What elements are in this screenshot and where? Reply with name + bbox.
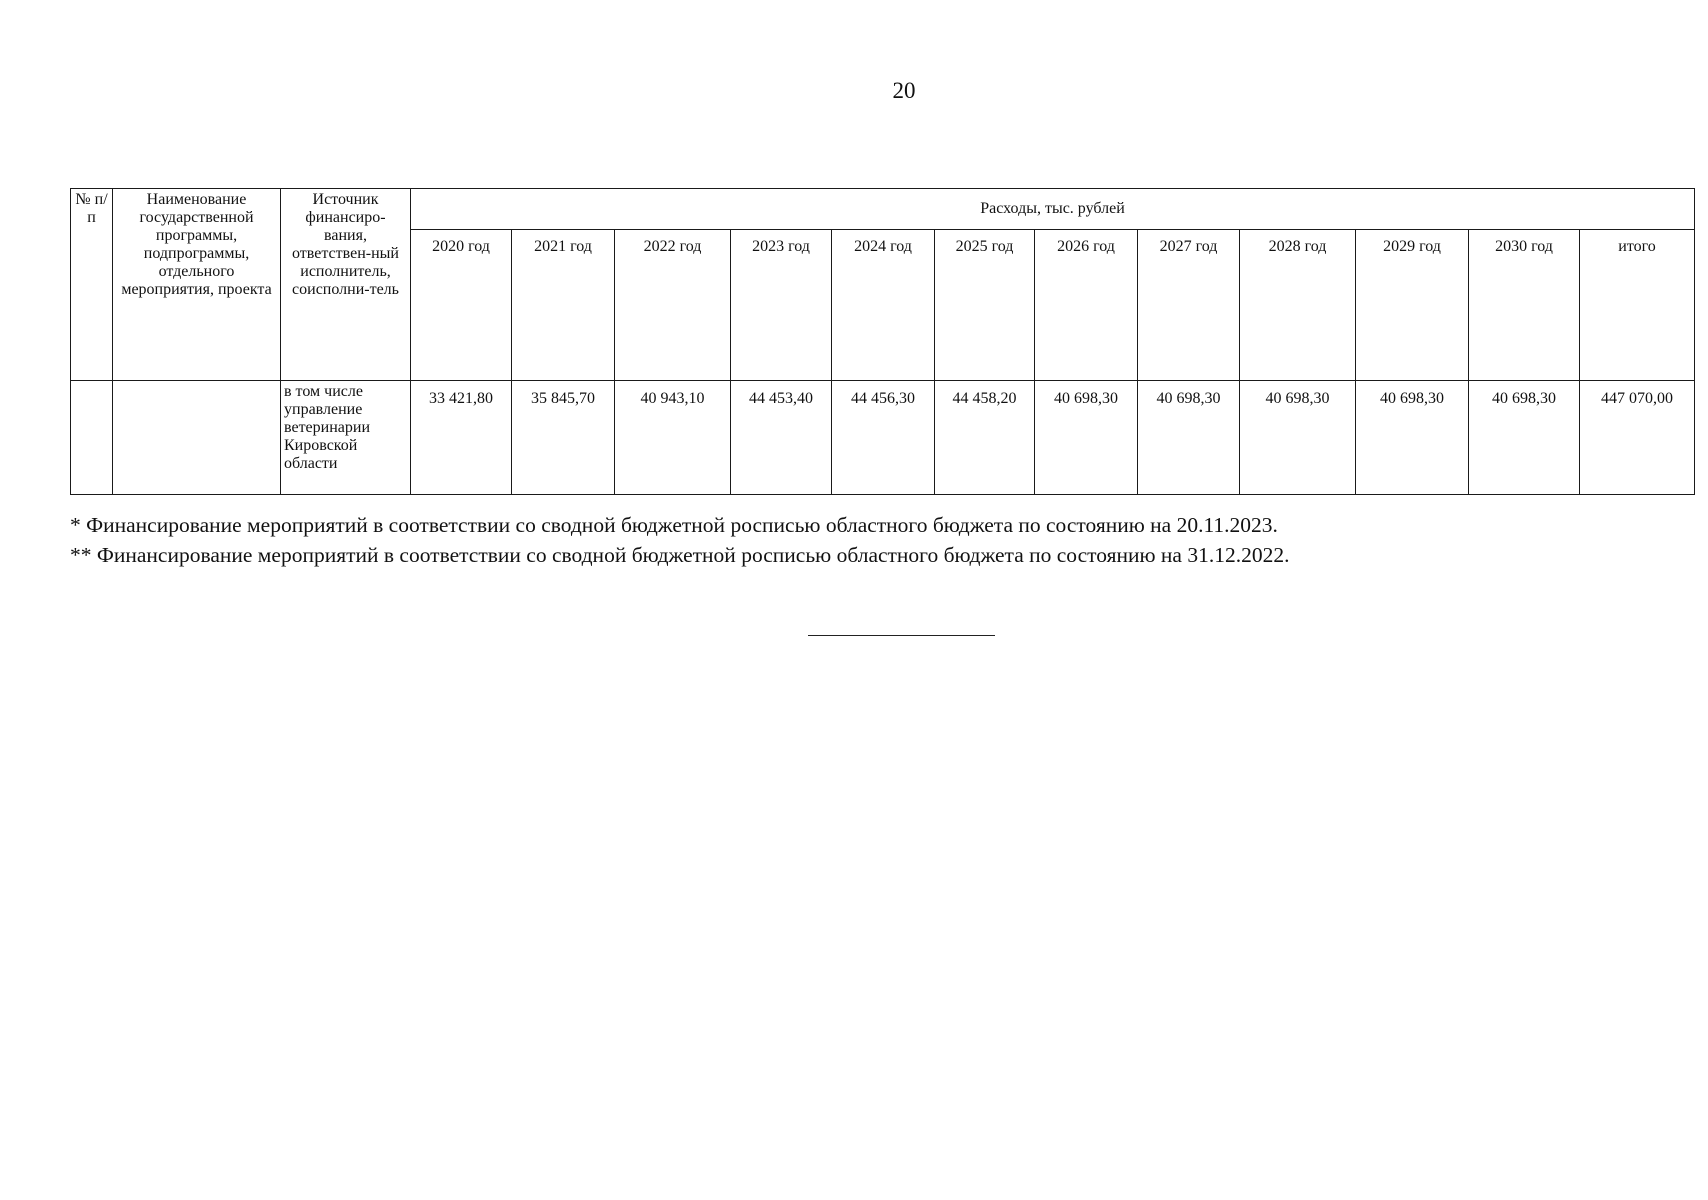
header-year-2030: 2030 год <box>1469 230 1580 381</box>
header-year-2025: 2025 год <box>935 230 1035 381</box>
value-2030: 40 698,30 <box>1469 381 1580 495</box>
header-source: Источник финансиро-вания, ответствен-ный исполнитель, соисполни-тель <box>281 189 411 381</box>
value-2028: 40 698,30 <box>1240 381 1356 495</box>
page-number: 20 <box>892 78 916 103</box>
footnote-2: ** Финансирование мероприятий в соответствии со сводной бюджетной росписью областного бюджета по состоянию на 31.12.2022. <box>70 543 1290 567</box>
header-year-2022: 2022 год <box>615 230 731 381</box>
header-year-2021: 2021 год <box>512 230 615 381</box>
row-num <box>71 381 113 495</box>
header-year-2027: 2027 год <box>1138 230 1240 381</box>
value-2027: 40 698,30 <box>1138 381 1240 495</box>
value-2026: 40 698,30 <box>1035 381 1138 495</box>
header-expenses: Расходы, тыс. рублей <box>411 189 1695 230</box>
header-total: итого <box>1580 230 1695 381</box>
table-row <box>71 381 1695 495</box>
footnotes <box>70 510 1690 570</box>
header-year-2026: 2026 год <box>1035 230 1138 381</box>
expenses-table <box>70 188 1695 495</box>
value-total: 447 070,00 <box>1580 381 1695 495</box>
value-2025: 44 458,20 <box>935 381 1035 495</box>
footnote-1: * Финансирование мероприятий в соответствии со сводной бюджетной росписью областного бюджета по состоянию на 20.11.2023. <box>70 513 1278 537</box>
value-2023: 44 453,40 <box>731 381 832 495</box>
end-rule <box>808 635 995 636</box>
value-2029: 40 698,30 <box>1356 381 1469 495</box>
header-year-2023: 2023 год <box>731 230 832 381</box>
header-num: № п/п <box>71 189 113 381</box>
row-name <box>113 381 281 495</box>
value-2021: 35 845,70 <box>512 381 615 495</box>
header-year-2020: 2020 год <box>411 230 512 381</box>
value-2020: 33 421,80 <box>411 381 512 495</box>
row-source: в том числе управление ветеринарии Кировской области <box>281 381 411 495</box>
header-year-2028: 2028 год <box>1240 230 1356 381</box>
header-year-2029: 2029 год <box>1356 230 1469 381</box>
header-year-2024: 2024 год <box>832 230 935 381</box>
header-name: Наименование государственной программы, подпрограммы, отдельного мероприятия, проекта <box>113 189 281 381</box>
value-2022: 40 943,10 <box>615 381 731 495</box>
header-row-1 <box>71 189 1695 230</box>
value-2024: 44 456,30 <box>832 381 935 495</box>
